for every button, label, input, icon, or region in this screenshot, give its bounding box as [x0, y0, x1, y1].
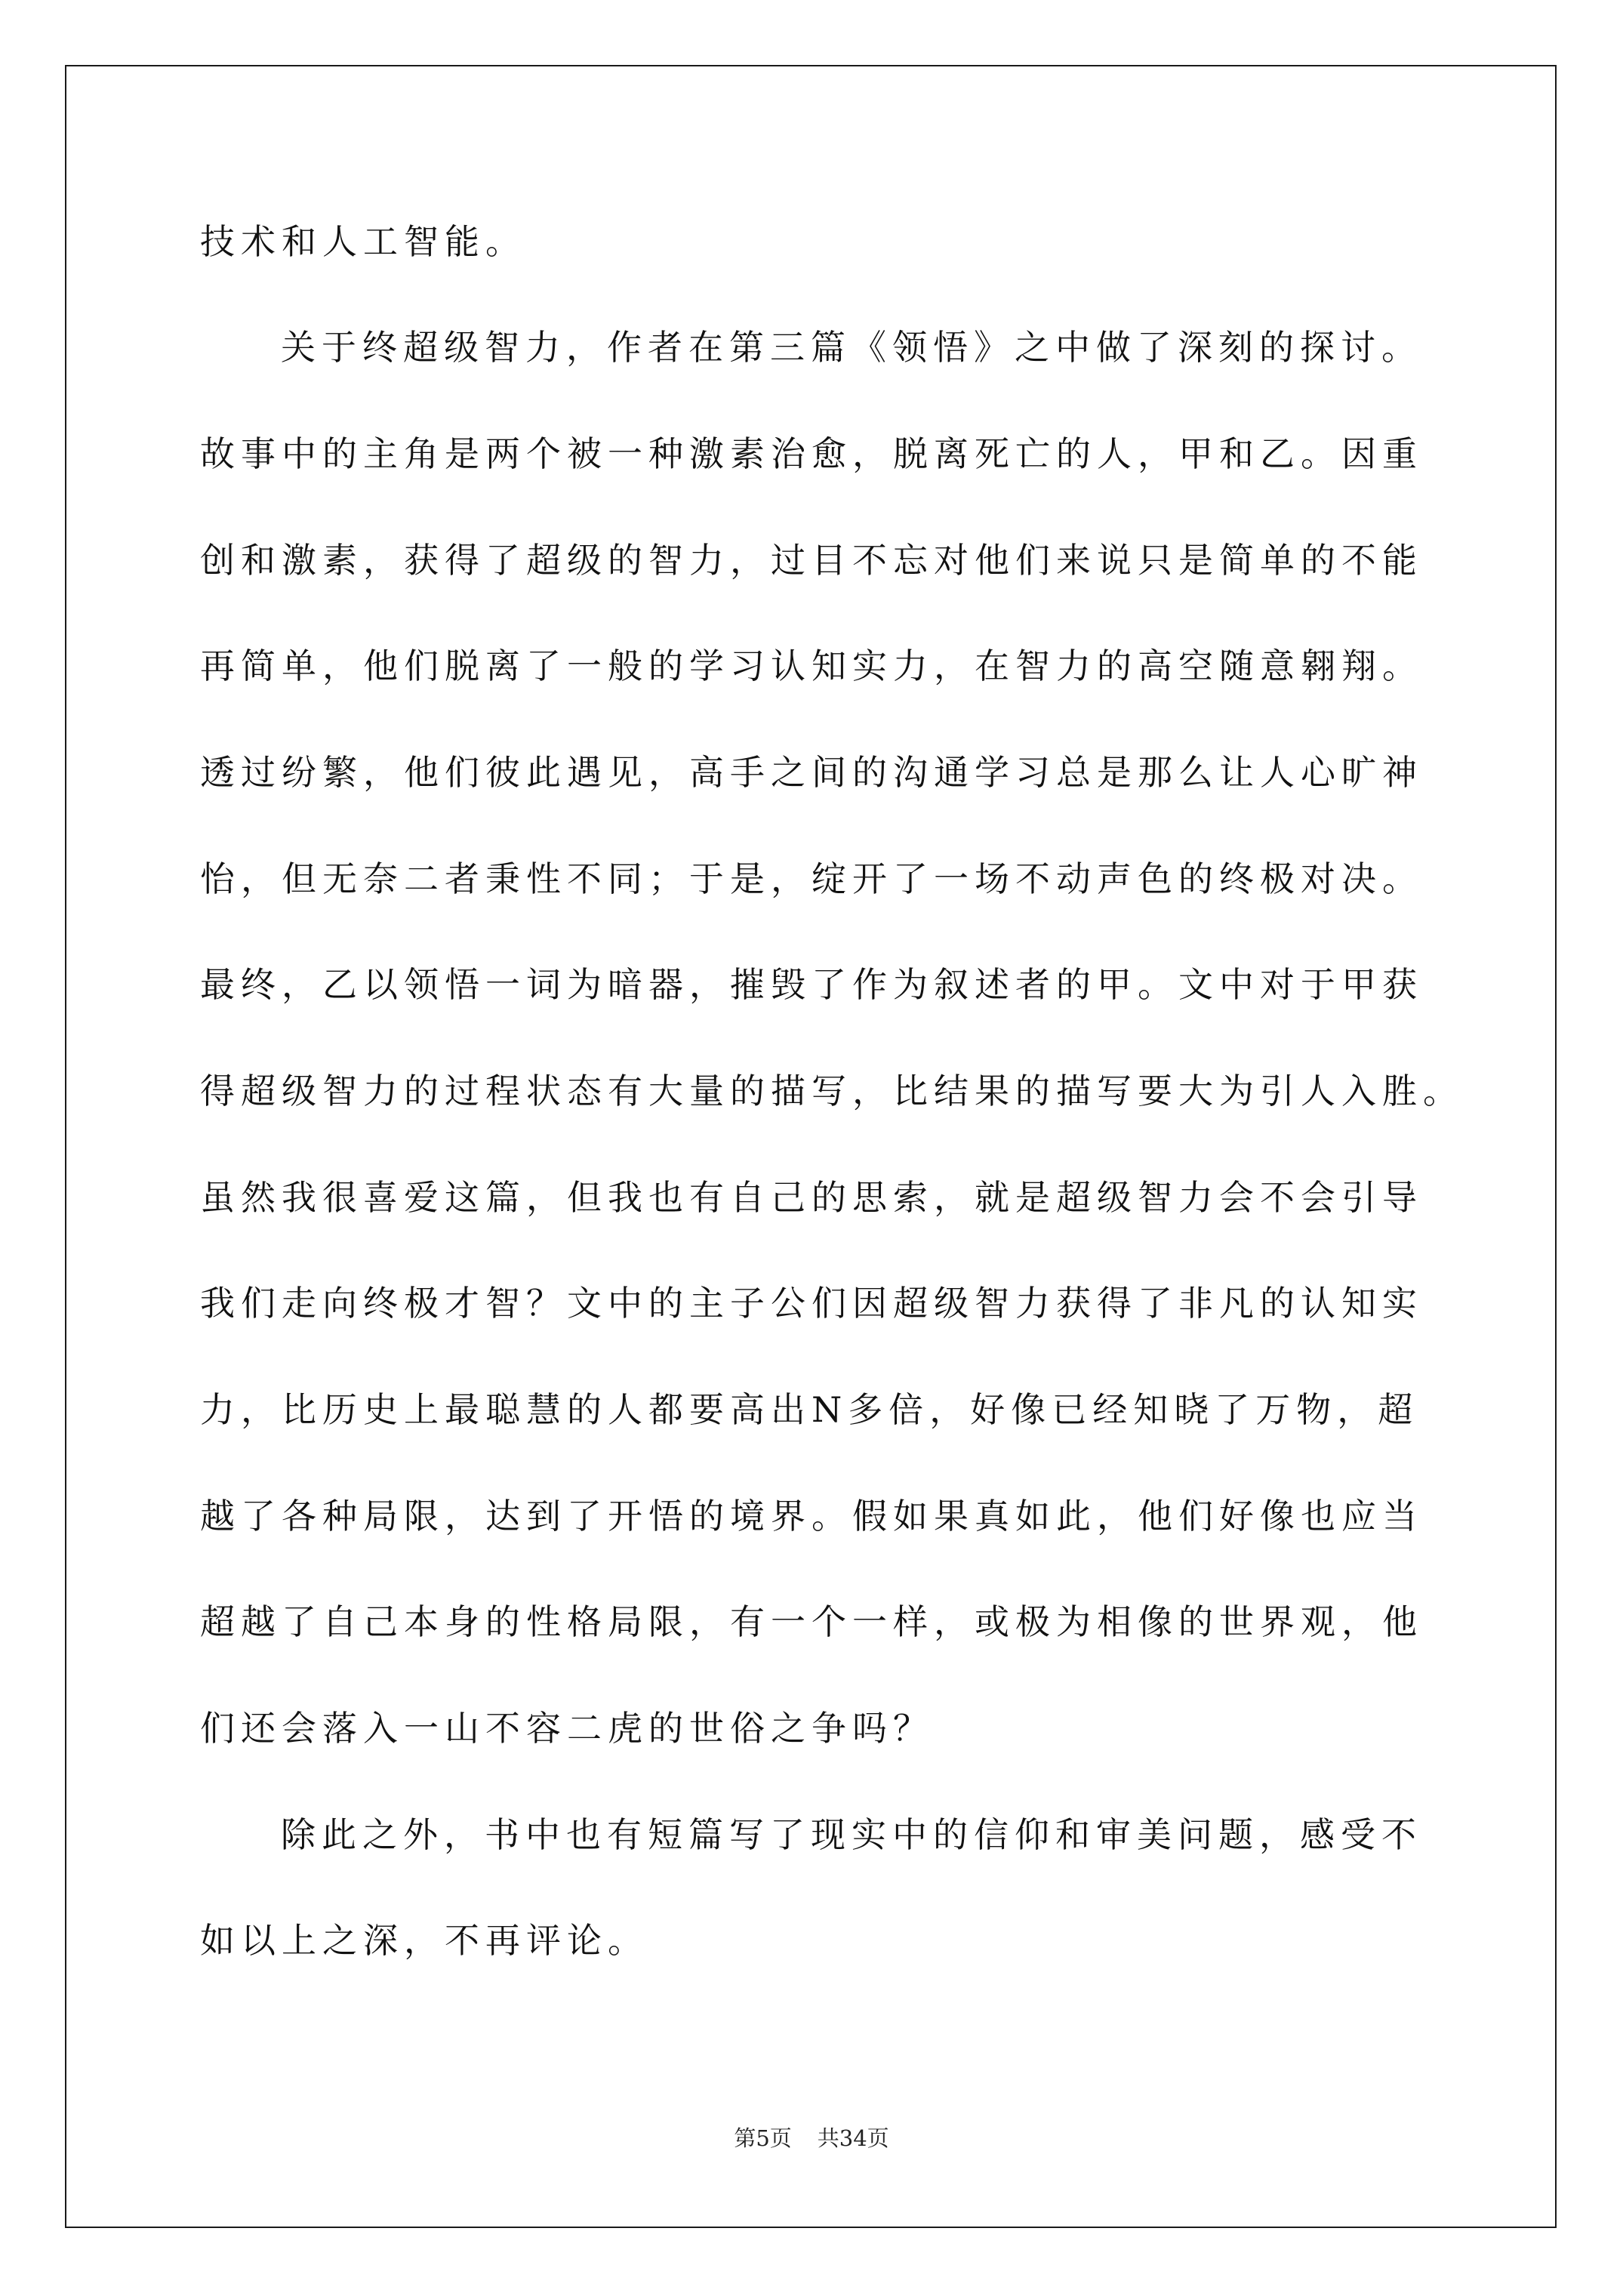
text-line: 我们走向终极才智？文中的主子公们因超级智力获得了非凡的认知实	[200, 1283, 1423, 1324]
text-line: 透过纷繁，他们彼此遇见，高手之间的沟通学习总是那么让人心旷神	[200, 752, 1423, 793]
text-line: 如以上之深，不再评论。	[200, 1920, 648, 1961]
text-line: 虽然我很喜爱这篇，但我也有自己的思索，就是超级智力会不会引导	[200, 1177, 1423, 1218]
text-line: 超越了自己本身的性格局限，有一个一样，或极为相像的世界观，他	[200, 1601, 1423, 1642]
text-line: 们还会落入一山不容二虎的世俗之争吗？	[200, 1708, 934, 1749]
text-line: 怡，但无奈二者秉性不同；于是，绽开了一场不动声色的终极对决。	[200, 858, 1423, 899]
text-line: 技术和人工智能。	[200, 221, 526, 262]
paragraph-start-line: 关于终超级智力，作者在第三篇《领悟》之中做了深刻的探讨。	[281, 327, 1422, 368]
page-footer	[0, 2123, 1623, 2153]
page-total: 共34页	[817, 2125, 889, 2151]
text-line: 越了各种局限，达到了开悟的境界。假如果真如此，他们好像也应当	[200, 1496, 1423, 1536]
page-number: 第5页	[734, 2125, 792, 2151]
text-line: 力，比历史上最聪慧的人都要高出N多倍，好像已经知晓了万物，超	[200, 1389, 1419, 1430]
text-line: 最终，乙以领悟一词为暗器，摧毁了作为叙述者的甲。文中对于甲获	[200, 964, 1423, 1005]
page-border	[65, 65, 1557, 2228]
paragraph-start-line: 除此之外，书中也有短篇写了现实中的信仰和审美问题，感受不	[281, 1814, 1422, 1855]
text-line: 再简单，他们脱离了一般的学习认知实力，在智力的高空随意翱翔。	[200, 646, 1423, 686]
text-line: 创和激素，获得了超级的智力，过目不忘对他们来说只是简单的不能	[200, 540, 1423, 581]
text-line: 得超级智力的过程状态有大量的描写，比结果的描写要大为引人入胜。	[200, 1071, 1464, 1111]
text-line: 故事中的主角是两个被一种激素治愈，脱离死亡的人，甲和乙。因重	[200, 433, 1423, 474]
